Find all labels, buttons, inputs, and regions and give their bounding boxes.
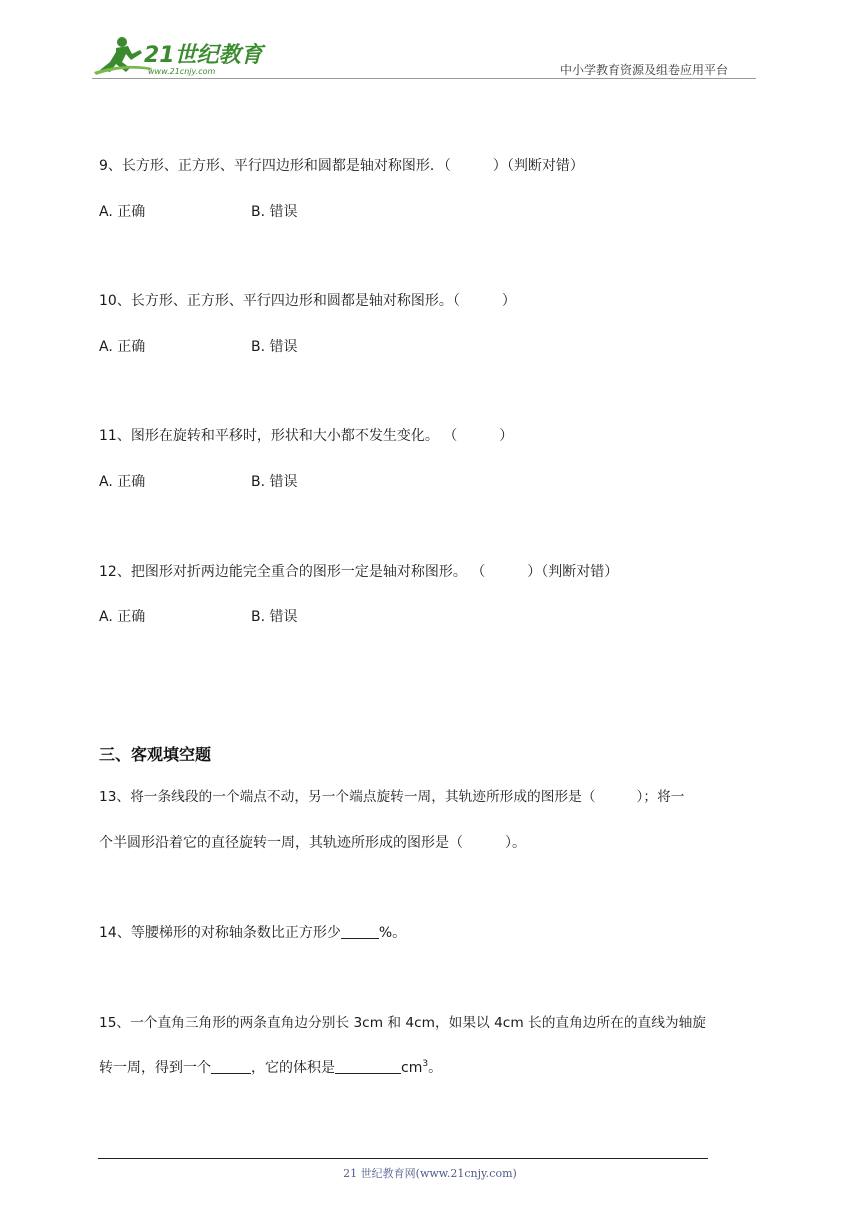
question-13-line-1: 13、将一条线段的一个端点不动，另一个端点旋转一周，其轨迹所形成的图形是（ ）；将一 <box>99 789 685 805</box>
question-11-text: 11、图形在旋转和平移时，形状和大小都不发生变化。 （ ） <box>99 428 514 444</box>
question-11-option-a[interactable]: A. 正确 <box>99 474 146 490</box>
logo-text: 21世纪教育 <box>144 43 263 68</box>
question-14-suffix: %。 <box>378 925 407 941</box>
footer-divider <box>98 1158 708 1159</box>
logo-url: www.21cnjy.com <box>148 67 216 76</box>
footer-text[interactable]: 21 世纪教育网(www.21cnjy.com) <box>343 1167 517 1180</box>
question-14-text: 14、等腰梯形的对称轴条数比正方形少 <box>99 925 341 941</box>
question-12-option-b[interactable]: B. 错误 <box>251 609 298 625</box>
header-divider <box>92 78 756 79</box>
question-9-text: 9、长方形、正方形、平行四边形和圆都是轴对称图形．（ ）（判断对错） <box>99 158 584 174</box>
question-9-option-a[interactable]: A. 正确 <box>99 204 146 220</box>
question-15-text-a: 转一周，得到一个 <box>99 1060 211 1076</box>
question-14 <box>99 923 406 943</box>
question-13-line-2: 个半圆形沿着它的直径旋转一周，其轨迹所形成的图形是（ ）。 <box>99 835 526 851</box>
header-platform-text: 中小学教育资源及组卷应用平台 <box>560 63 729 77</box>
question-14-blank[interactable] <box>341 924 379 939</box>
question-15-line-2 <box>99 1058 442 1078</box>
question-15-unit-exponent: 3 <box>422 1059 429 1069</box>
question-11-option-b[interactable]: B. 错误 <box>251 474 298 490</box>
section-3-title: 三、客观填空题 <box>99 745 212 764</box>
question-15-end: 。 <box>428 1060 443 1076</box>
question-10-option-b[interactable]: B. 错误 <box>251 339 298 355</box>
question-15-blank-2[interactable] <box>335 1059 401 1074</box>
question-15-text-b: ，它的体积是 <box>251 1060 335 1076</box>
site-logo <box>92 32 267 80</box>
question-12-text: 12、把图形对折两边能完全重合的图形一定是轴对称图形。 （ ）（判断对错） <box>99 564 619 580</box>
question-15-line-1: 15、一个直角三角形的两条直角边分别长 3cm 和 4cm，如果以 4cm 长的直角边所在的直线为轴旋 <box>99 1015 706 1031</box>
question-15-blank-1[interactable] <box>211 1059 251 1074</box>
question-12-option-a[interactable]: A. 正确 <box>99 609 146 625</box>
question-15-unit: cm <box>401 1060 423 1076</box>
question-9-option-b[interactable]: B. 错误 <box>251 204 298 220</box>
question-10-text: 10、长方形、正方形、平行四边形和圆都是轴对称图形。（ ） <box>99 293 516 309</box>
question-10-option-a[interactable]: A. 正确 <box>99 339 146 355</box>
